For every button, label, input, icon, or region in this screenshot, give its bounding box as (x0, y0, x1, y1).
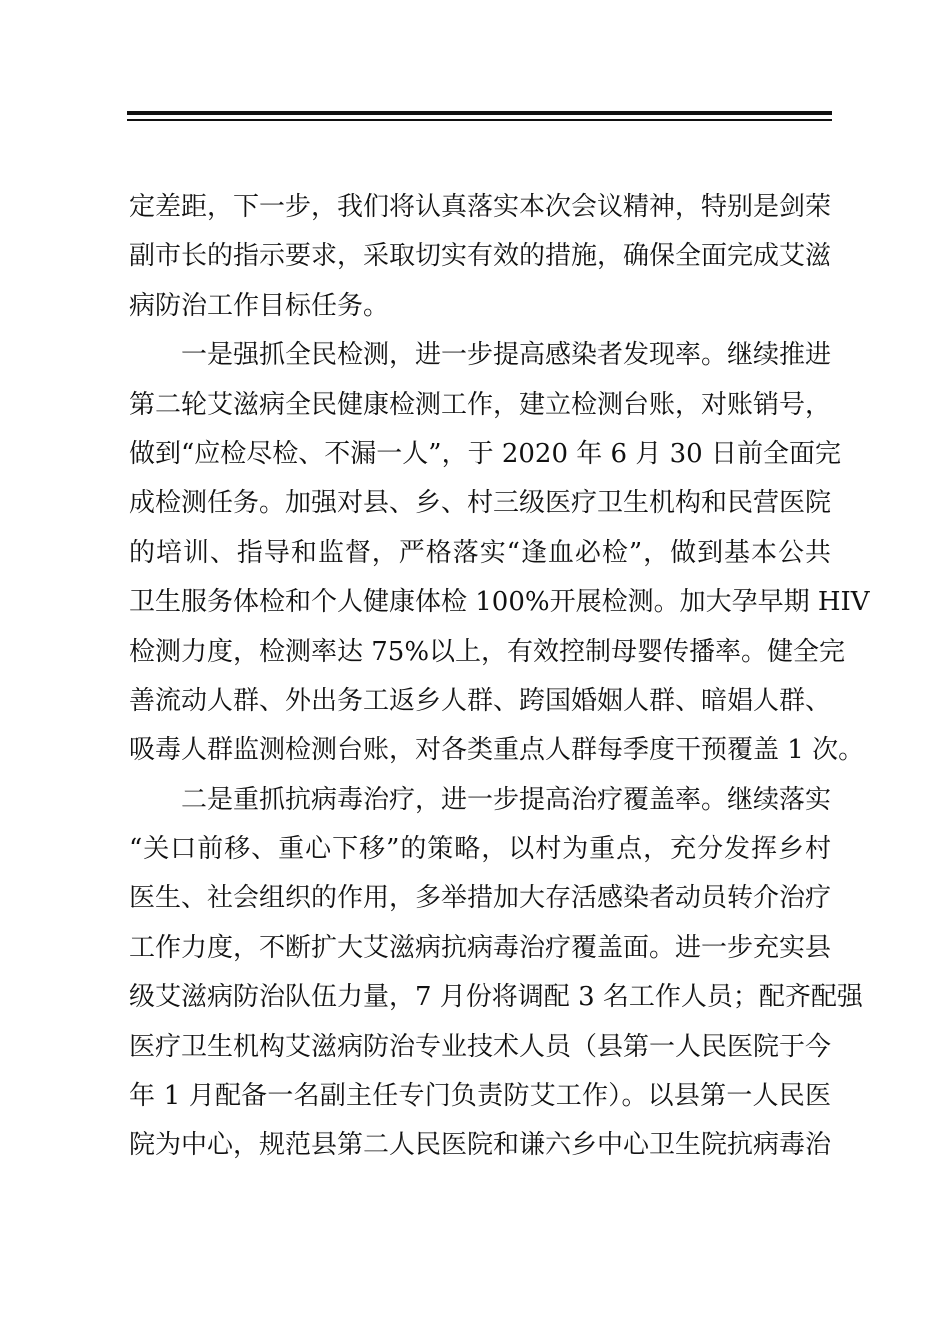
text-line: 定差距，下一步，我们将认真落实本次会议精神，特别是剑荣 (129, 192, 832, 222)
text-line: 吸毒人群监测检测台账，对各类重点人群每季度干预覆盖 1 次。 (129, 735, 865, 766)
paragraph-first-line: 一是强抓全民检测，进一步提高感染者发现率。继续推进 (181, 340, 832, 371)
text-line: 副市长的指示要求，采取切实有效的措施，确保全面完成艾滋 (129, 241, 832, 272)
document-body (129, 183, 870, 1171)
text-line: 成检测任务。加强对县、乡、村三级医疗卫生机构和民营医院 (129, 488, 832, 519)
header-rule-thin (127, 119, 832, 121)
text-line: 医疗卫生机构艾滋病防治专业技术人员（县第一人民医院于今 (129, 1031, 832, 1062)
text-line: 级艾滋病防治队伍力量，7 月份将调配 3 名工作人员；配齐配强 (129, 982, 863, 1013)
text-line: 院为中心，规范县第二人民医院和谦六乡中心卫生院抗病毒治 (129, 1130, 832, 1161)
text-line: 的培训、指导和监督，严格落实“逢血必检”，做到基本公共 (129, 537, 831, 568)
text-line: 善流动人群、外出务工返乡人群、跨国婚姻人群、暗娼人群、 (129, 685, 832, 716)
text-line: “关口前移、重心下移”的策略，以村为重点，充分发挥乡村 (129, 834, 831, 865)
text-line: 卫生服务体检和个人健康体检 100%开展检测。加大孕早期 HIV (129, 587, 870, 618)
text-line: 检测力度，检测率达 75%以上，有效控制母婴传播率。健全完 (129, 636, 846, 667)
header-rule-thick (127, 111, 832, 115)
text-line: 医生、社会组织的作用，多举措加大存活感染者动员转介治疗 (129, 883, 832, 914)
text-line: 第二轮艾滋病全民健康检测工作，建立检测台账，对账销号， (129, 389, 832, 420)
text-line: 做到“应检尽检、不漏一人”，于 2020 年 6 月 30 日前全面完 (129, 438, 841, 469)
paragraph-first-line: 二是重抓抗病毒治疗，进一步提高治疗覆盖率。继续落实 (181, 784, 832, 815)
text-line: 病防治工作目标任务。 (129, 290, 390, 321)
text-line: 年 1 月配备一名副主任专门负责防艾工作）。以县第一人民医 (129, 1081, 831, 1112)
text-line: 工作力度，不断扩大艾滋病抗病毒治疗覆盖面。进一步充实县 (129, 932, 832, 963)
